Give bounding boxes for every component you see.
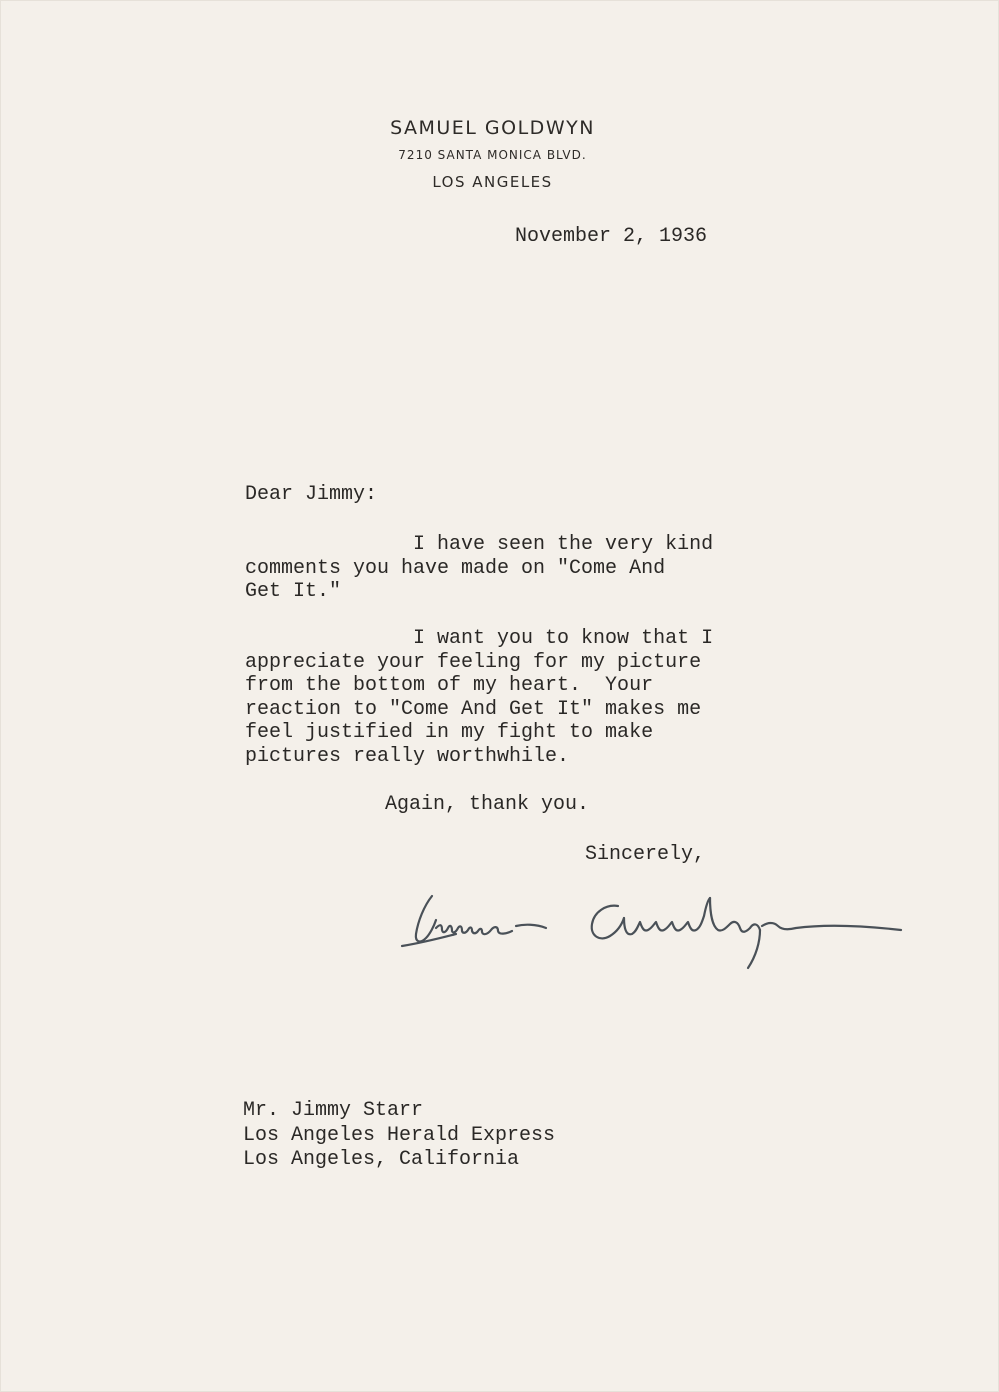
letterhead-name: SAMUEL GOLDWYN xyxy=(390,117,595,139)
letter-date: November 2, 1936 xyxy=(515,225,708,248)
handwritten-signature xyxy=(396,876,911,976)
closing-line: Again, thank you. xyxy=(385,793,590,816)
letterhead-address: 7210 SANTA MONICA BLVD. xyxy=(398,148,587,162)
body-paragraph-2: I want you to know that I appreciate your feeling for my picture from the bottom of my heart. Your reaction to "Come And Get It" makes me feel justified in my fight to make pictures really worthwhile. xyxy=(245,627,714,768)
letterhead-city: LOS ANGELES xyxy=(432,173,553,191)
body-paragraph-1: I have seen the very kind comments you have made on "Come And Get It." xyxy=(245,533,714,603)
valediction: Sincerely, xyxy=(585,843,706,866)
salutation: Dear Jimmy: xyxy=(245,483,378,506)
recipient-address: Mr. Jimmy Starr Los Angeles Herald Express Los Angeles, California xyxy=(243,1099,556,1171)
